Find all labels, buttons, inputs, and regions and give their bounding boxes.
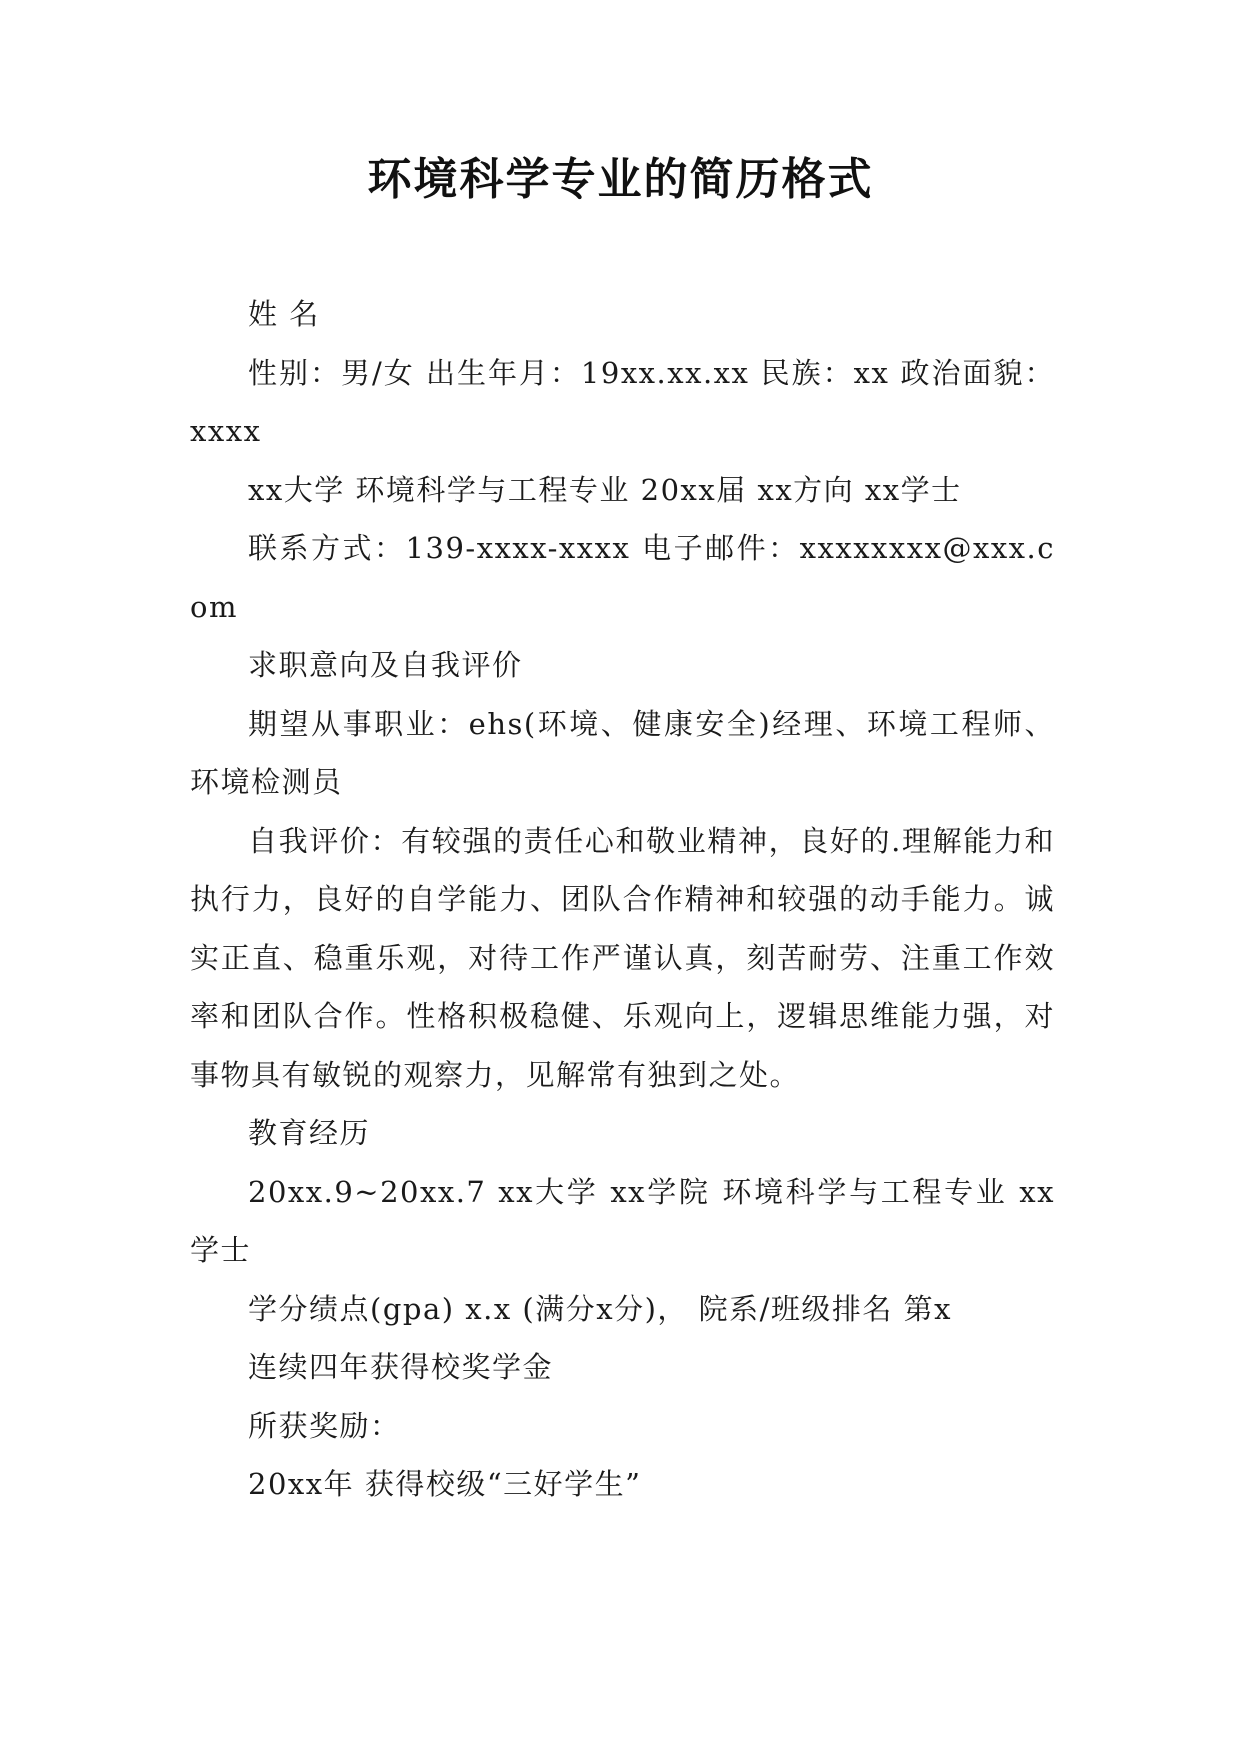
contact-line: 联系方式：139-xxxx-xxxx 电子邮件：xxxxxxxx@xxx.com: [190, 531, 1055, 624]
document-title: 环境科学专业的简历格式: [367, 154, 874, 205]
personal-info-line: 性别：男/女 出生年月：19xx.xx.xx 民族：xx 政治面貌：xxxx: [190, 355, 1055, 448]
name-line: 姓 名: [248, 297, 320, 331]
education-entry: 20xx.9~20xx.7 xx大学 xx学院 环境科学与工程专业 xx学士: [190, 1174, 1055, 1267]
section-heading-objective: 求职意向及自我评价: [248, 648, 523, 682]
section-heading-education: 教育经历: [248, 1116, 371, 1150]
school-info-line: xx大学 环境科学与工程专业 20xx届 xx方向 xx学士: [248, 472, 962, 507]
self-evaluation-paragraph: 自我评价：有较强的责任心和敬业精神，良好的.理解能力和执行力，良好的自学能力、团队合作精神和较强的动手能力。诚实正直、稳重乐观，对待工作严谨认真，刻苦耐劳、注重工作效率和团队合作。性格积极稳健、乐观向上，逻辑思维能力强，对事物具有敏锐的观察力，见解常有独到之处。: [190, 823, 1055, 1092]
awards-heading: 所获奖励：: [248, 1408, 401, 1443]
expected-career-line: 期望从事职业：ehs(环境、健康安全)经理、环境工程师、环境检测员: [190, 706, 1055, 799]
award-entry: 20xx年 获得校级“三好学生”: [248, 1467, 642, 1501]
scholarship-line: 连续四年获得校奖学金: [248, 1350, 554, 1384]
document-body: [190, 285, 1055, 1514]
gpa-line: 学分绩点(gpa) x.x (满分x分)， 院系/班级排名 第x: [248, 1291, 952, 1326]
